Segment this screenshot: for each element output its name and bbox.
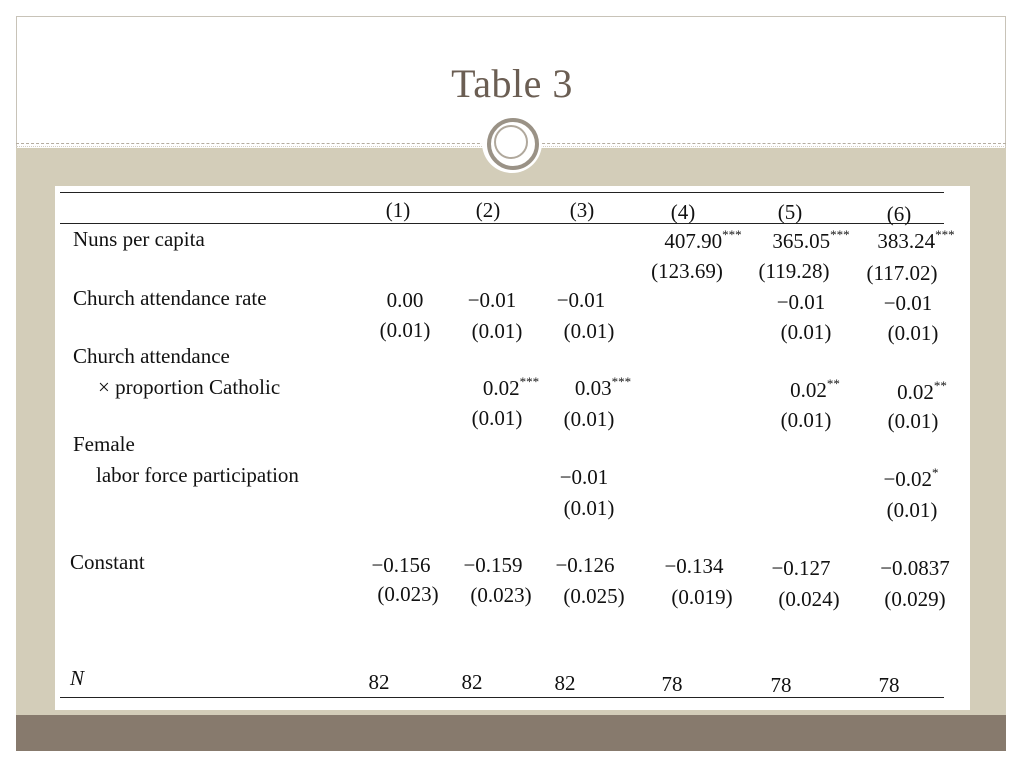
coef-female-6: −0.02* [883, 465, 939, 491]
coef-church-2: −0.01 [467, 288, 517, 312]
se-constant-1: (0.023) [377, 582, 439, 606]
coef-church-3: −0.01 [556, 288, 606, 312]
column-header: (5) [777, 200, 803, 224]
row-label-church-attendance: Church attendance rate [73, 286, 267, 310]
coef-interaction-3: 0.03*** [574, 374, 632, 400]
se-nuns-5: (119.28) [758, 259, 830, 283]
se-interaction-2: (0.01) [471, 406, 523, 430]
coef-nuns-5: 365.05*** [772, 227, 850, 253]
coef-church-6: −0.01 [883, 291, 933, 315]
se-church-1: (0.01) [379, 318, 431, 342]
se-constant-5: (0.024) [778, 587, 840, 611]
row-label-female-line2: labor force participation [96, 463, 299, 487]
table-top-rule [60, 192, 944, 193]
se-female-6: (0.01) [886, 498, 938, 522]
row-label-constant: Constant [70, 550, 145, 574]
se-female-3: (0.01) [563, 496, 615, 520]
se-church-2: (0.01) [471, 319, 523, 343]
coef-constant-6: −0.0837 [880, 556, 950, 580]
n-value-2: 82 [461, 670, 483, 694]
coef-constant-5: −0.127 [771, 556, 831, 580]
se-church-3: (0.01) [563, 319, 615, 343]
n-value-4: 78 [661, 672, 683, 696]
footer-band [16, 715, 1006, 751]
coef-female-3: −0.01 [559, 465, 609, 489]
se-nuns-4: (123.69) [651, 259, 723, 283]
se-constant-6: (0.029) [884, 587, 946, 611]
se-church-6: (0.01) [887, 321, 939, 345]
coef-church-5: −0.01 [776, 290, 826, 314]
coef-interaction-5: 0.02** [790, 376, 840, 402]
se-interaction-3: (0.01) [563, 407, 615, 431]
decorative-inner-circle-icon [494, 125, 528, 159]
coef-church-1: 0.00 [386, 288, 424, 312]
row-label-nuns: Nuns per capita [73, 227, 205, 251]
row-label-interaction-line1: Church attendance [73, 344, 230, 368]
coef-nuns-6: 383.24*** [877, 227, 955, 253]
coef-constant-3: −0.126 [555, 553, 615, 577]
row-label-female-line1: Female [73, 432, 135, 456]
column-header: (1) [385, 198, 411, 222]
slide-title: Table 3 [451, 61, 573, 106]
se-nuns-6: (117.02) [866, 261, 938, 285]
se-interaction-5: (0.01) [780, 408, 832, 432]
n-value-5: 78 [770, 673, 792, 697]
coef-constant-4: −0.134 [664, 554, 724, 578]
se-constant-3: (0.025) [563, 584, 625, 608]
row-label-interaction-line2: × proportion Catholic [98, 375, 281, 399]
n-value-6: 78 [878, 673, 900, 697]
column-header: (3) [569, 198, 595, 222]
se-constant-2: (0.023) [470, 583, 532, 607]
row-label-n: N [70, 666, 85, 690]
column-header: (6) [886, 202, 912, 226]
coef-nuns-4: 407.90*** [664, 227, 742, 253]
n-value-1: 82 [368, 670, 390, 694]
se-church-5: (0.01) [780, 320, 832, 344]
column-header: (4) [670, 200, 696, 224]
column-header: (2) [475, 198, 501, 222]
se-constant-4: (0.019) [671, 585, 733, 609]
coef-constant-1: −0.156 [371, 553, 431, 577]
coef-interaction-2: 0.02*** [482, 374, 540, 400]
coef-constant-2: −0.159 [463, 553, 523, 577]
n-value-3: 82 [554, 671, 576, 695]
se-interaction-6: (0.01) [887, 409, 939, 433]
coef-interaction-6: 0.02** [897, 378, 947, 404]
